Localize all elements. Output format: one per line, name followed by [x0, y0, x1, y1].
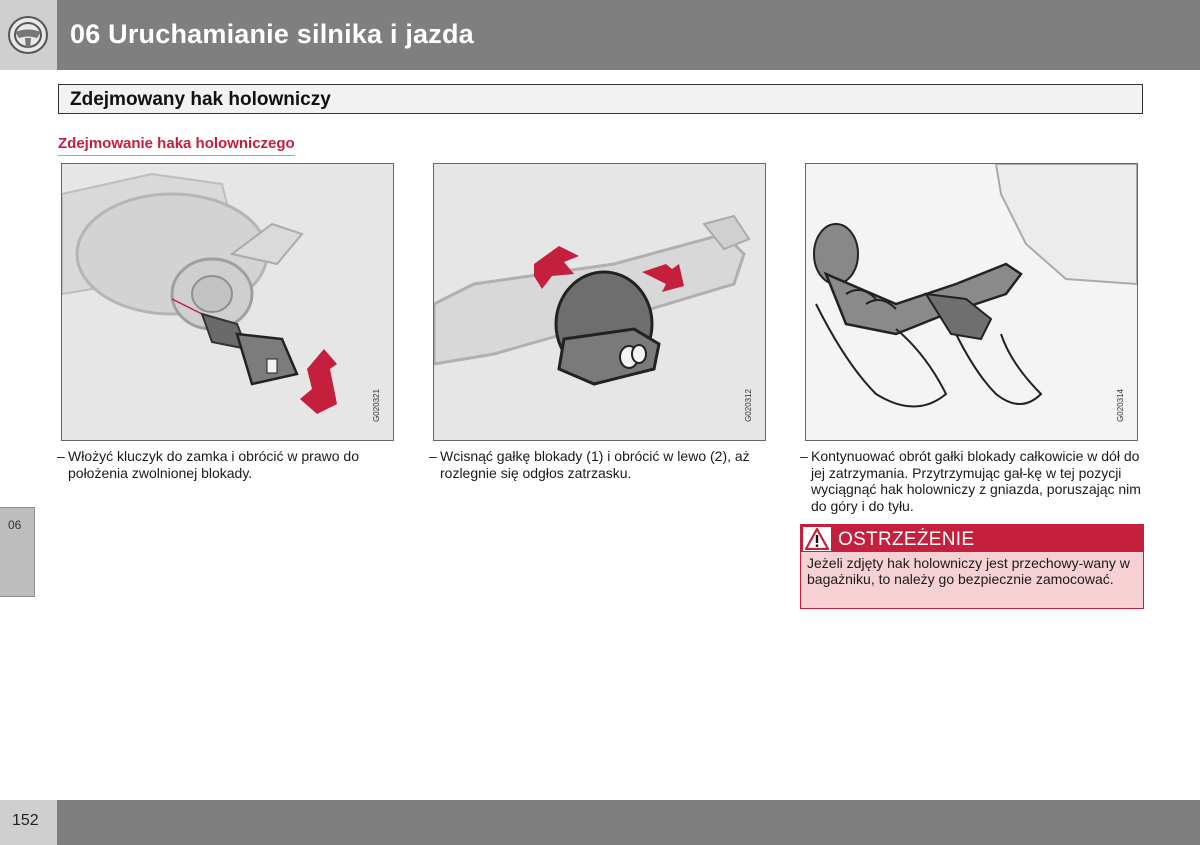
- page-number-box: [0, 800, 57, 845]
- section-title: Zdejmowany hak holowniczy: [70, 89, 331, 110]
- figure-towbar-removal: [805, 163, 1138, 441]
- warning-label: OSTRZEŻENIE: [838, 529, 975, 550]
- step-text: Włożyć kluczyk do zamka i obrócić w prawo do położenia zwolnionej blokady.: [68, 448, 359, 481]
- step-text: Wcisnąć gałkę blokady (1) i obrócić w lewo (2), aż rozlegnie się odgłos zatrzasku.: [440, 448, 750, 481]
- warning-text: Jeżeli zdjęty hak holowniczy jest przechowy-wany w bagażniku, to należy go bezpiecznie zamocować.: [807, 555, 1130, 587]
- chapter-title: 06 Uruchamianie silnika i jazda: [70, 19, 474, 49]
- step-2: [429, 448, 764, 481]
- page-footer: [0, 800, 1200, 845]
- figure-key-in-lock: [61, 163, 394, 441]
- step-1: [57, 448, 392, 481]
- section-title-bar: [58, 84, 1143, 114]
- lock-knob-illustration: [434, 164, 765, 440]
- step-dash: –: [800, 448, 808, 464]
- warning-box: [800, 524, 1144, 609]
- steering-wheel-icon: [7, 15, 49, 55]
- figure-code: G020321: [372, 389, 381, 422]
- step-3: [800, 448, 1145, 514]
- key-in-lock-illustration: [62, 164, 393, 440]
- chapter-side-tab: [0, 507, 35, 597]
- logo-box: [0, 0, 57, 70]
- figure-code: G020314: [1116, 389, 1125, 422]
- towbar-removal-illustration: [806, 164, 1137, 440]
- warning-header: [801, 525, 1143, 552]
- step-dash: –: [57, 448, 65, 464]
- step-dash: –: [429, 448, 437, 464]
- page-number: 152: [12, 812, 39, 829]
- step-text: Kontynuować obrót gałki blokady całkowicie w dół do jej zatrzymania. Przytrzymując gał-kę w tej pozycji wyciągnąć hak holowniczy z gniazda, poruszając nim do góry i do tyłu.: [811, 448, 1141, 514]
- page-header: [0, 0, 1200, 70]
- figure-code: G020312: [744, 389, 753, 422]
- warning-icon-box: [803, 527, 831, 551]
- warning-triangle-icon: [805, 528, 829, 550]
- subsection-heading: Zdejmowanie haka holowniczego: [58, 135, 295, 156]
- figure-lock-knob: [433, 163, 766, 441]
- side-tab-label: 06: [8, 518, 22, 532]
